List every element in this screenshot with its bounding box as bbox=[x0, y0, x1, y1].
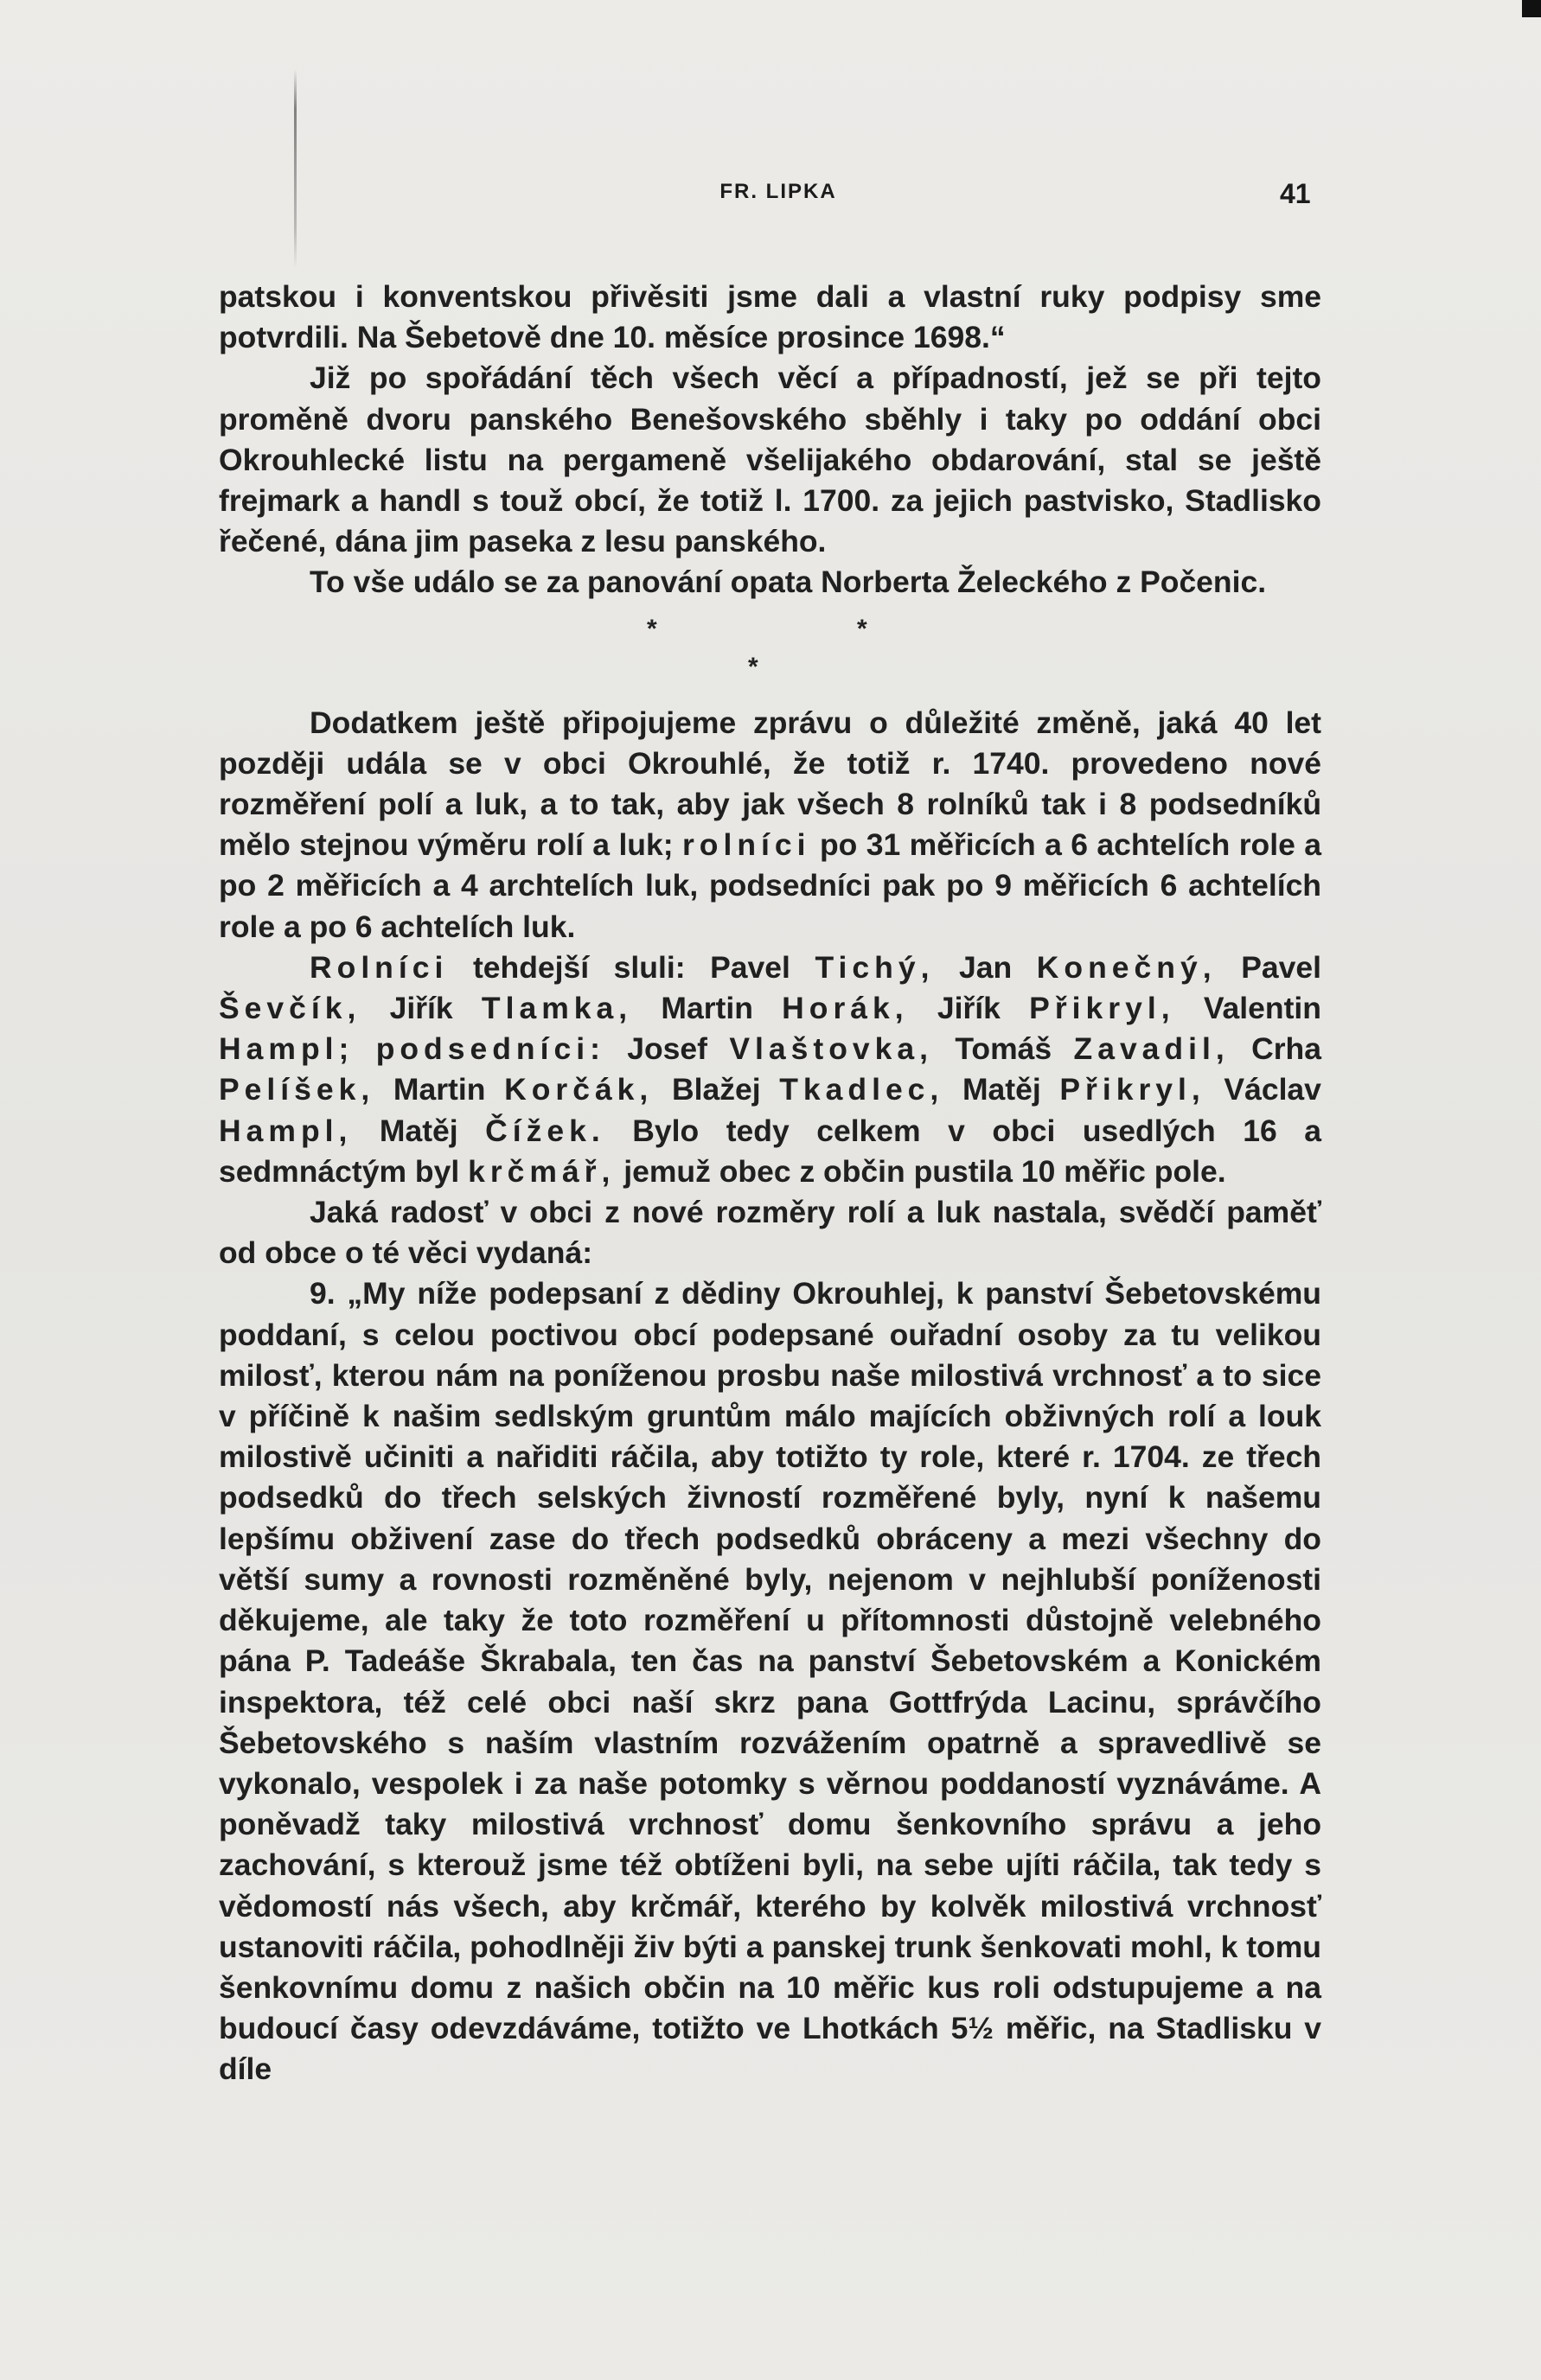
person-name: Horák, bbox=[782, 991, 909, 1026]
person-name: Zavadil, bbox=[1073, 1031, 1230, 1067]
person-name: Korčák, bbox=[504, 1072, 654, 1107]
paragraph-5: Rolníci tehdejší sluli: Pavel Tichý, Jan Konečný, Pavel Ševčík, Jiřík Tlamka, Martin Horák, Jiřík Přikryl, Valentin Hampl; podsedníci: Josef Vlaštovka, Tomáš Zavadil, Crha Pelíšek, Martin Korčák, Blažej Tkadlec, Matěj Přikryl, Václav Hampl, Matěj Čížek. Bylo tedy celkem v obci usedlých 16 a sedmnáctým byl krčmář, jemuž obec z občin pustila 10 měřic pole. bbox=[219, 949, 1321, 1189]
person-name: Ševčík, bbox=[219, 991, 361, 1026]
person-name: Hampl, bbox=[219, 1113, 353, 1148]
spaced-term: rolníci bbox=[681, 827, 811, 863]
person-name: Tlamka, bbox=[481, 991, 633, 1026]
paragraph-3: To vše událo se za panování opata Norberta Želeckého z Počenic. bbox=[310, 565, 1267, 600]
body-text bbox=[219, 277, 1321, 2090]
spaced-term: Rolníci bbox=[310, 949, 449, 985]
paragraph-7: 9. „My níže podepsaní z dědiny Okrouhlej, k panství Šebetovskému poddaní, s celou poctivou obcí podepsané ouřadní osoby za tu velikou milosť, kterou nám na poníženou prosbu naše milostivá vrchnosť a to sice v příčině k našim sedlským gruntům málo majících obživných rolí a louk milostivě učiniti a nařiditi ráčila, aby totižto ty role, které r. 1704. ze třech podsedků do třech selských živností rozměřené byly, nyní k našemu lepšímu obživení zase do třech podsedků obráceny a mezi všechny do větší sumy a rovnosti rozměněné byly, nejenom v nejhlubší poníženosti děkujeme, ale taky že toto rozměření u přítomnosti důstojně velebného pána P. Tadeáše Škrabala, ten čas na panství Šebetovském a Konickém inspektora, též celé obci naší skrz pana Gottfrýda Lacinu, správčího Šebetovského s naším vlastním rozvážením opatrně a spravedlivě se vykonalo, vespolek i za naše potomky s věrnou poddaností vyznáváme. A poněvadž taky milostivá vrchnosť domu šenkovního správu a jeho zachování, s kterouž jsme též obtíženi byli, na sebe ujíti ráčila, tak tedy s vědomostí nás všech, aby krčmář, kterého by kolvěk milostivá vrchnosť ustanoviti ráčila, pohodlněji živ býti a panskej trunk šenkovati mohl, k tomu šenkovnímu domu z našich občin na 10 měřic kus roli odstupujeme a na budoucí časy odevzdáváme, totižto ve Lhotkách 5½ měřic, na Stadlisku v díle bbox=[219, 1276, 1321, 2087]
person-name: Hampl; bbox=[219, 1031, 355, 1067]
section-separator bbox=[219, 603, 1321, 686]
person-name: Vlaštovka, bbox=[729, 1031, 933, 1067]
asterisk: * bbox=[857, 614, 867, 643]
asterisk: * bbox=[647, 614, 657, 643]
person-name: Přikryl, bbox=[1029, 991, 1175, 1026]
running-header bbox=[0, 180, 1541, 214]
person-name: Čížek. bbox=[485, 1113, 605, 1148]
paragraph-4: Dodatkem ještě připojujeme zprávu o důležité změně, jaká 40 let později udála se v obci Okrouhlé, že totiž r. 1740. provedeno nové rozměření polí a luk, a to tak, aby jak všech 8 rolníků tak i 8 podsedníků mělo stejnou výměru rolí a luk; rolníci po 31 měřicích a 6 achtelích role a po 2 měřicích a 4 archtelích luk, podsedníci pak po 9 měřicích 6 achtelích role a po 6 achtelích luk. bbox=[219, 705, 1321, 944]
spaced-term: krčmář, bbox=[468, 1153, 616, 1189]
paragraph-1: patskou i konventskou přivěsiti jsme dali a vlastní ruky podpisy sme potvrdili. Na Šebetově dne 10. měsíce prosince 1698.“ bbox=[219, 279, 1321, 355]
page-number: 41 bbox=[1280, 178, 1311, 209]
person-name: Tichý, bbox=[815, 949, 935, 985]
spaced-term: podsedníci: bbox=[375, 1031, 605, 1067]
paragraph-2: Již po spořádání těch všech věcí a případností, jež se při tejto proměně dvoru panského Benešovského sběhly i taky po oddání obci Okrouhlecké listu na pergameně všelijakého obdarování, stal se ještě frejmark a handl s touž obcí, že totiž l. 1700. za jejich pastvisko, Stadlisko řečené, dána jim paseka z lesu panského. bbox=[219, 361, 1321, 559]
person-name: Tkadlec, bbox=[779, 1072, 944, 1107]
paragraph-6: Jaká radosť v obci z nové rozměry rolí a luk nastala, svědčí paměť od obce o té věci vydaná: bbox=[219, 1195, 1321, 1271]
person-name: Konečný, bbox=[1036, 949, 1217, 985]
person-name: Přikryl, bbox=[1059, 1072, 1205, 1107]
asterisk: * bbox=[748, 652, 758, 681]
margin-pencil-mark bbox=[294, 69, 297, 268]
running-title: FR. LIPKA bbox=[719, 180, 837, 203]
scan-corner-shadow bbox=[1522, 0, 1541, 17]
person-name: Pelíšek, bbox=[219, 1072, 375, 1107]
